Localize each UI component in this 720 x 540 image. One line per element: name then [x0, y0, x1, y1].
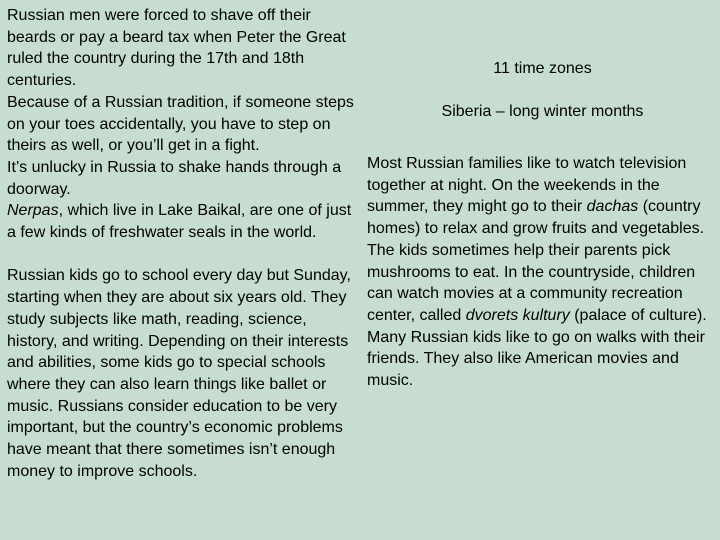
dachas-term: dachas — [586, 198, 639, 216]
paragraph-spacer — [7, 244, 359, 266]
left-text-column — [7, 5, 359, 482]
nerpas-term: Nerpas — [7, 202, 59, 220]
family-text-part-3: (palace of culture). Many Russian kids like to go on walks with their friends. They also like American movies and music. — [367, 306, 707, 390]
nerpas-description: , which live in Lake Baikal, are one of just a few kinds of freshwater seals in the world. — [7, 202, 352, 242]
doorway-handshake-fact: It’s unlucky in Russia to shake hands through a doorway. — [7, 158, 342, 198]
nerpas-fact — [7, 200, 359, 243]
dvorets-kultury-term: dvorets kultury — [465, 306, 570, 324]
time-zones-note: 11 time zones — [493, 60, 592, 77]
school-paragraph: Russian kids go to school every day but Sunday, starting when they are about six years old. They study subjects like math, reading, science, history, and writing. Depending on their interests and abilities, some kids go to special schools where they can also learn things like ballet or music. Russians consider education to be very important, but the country’s economic problems have meant that there sometimes isn’t enough money to improve schools. — [7, 267, 351, 480]
family-text-part-1: Most Russian families like to watch television together at night. On the weekends in the summer, they might go to their — [367, 155, 687, 216]
family-text-part-2: (country homes) to relax and grow fruits and vegetables. The kids sometimes help their parents pick mushrooms to eat. In the countryside, children can watch movies at a community recreation center, called — [367, 198, 705, 324]
toe-stepping-fact: Because of a Russian tradition, if someone steps on your toes accidentally, you have to step on theirs as well, or you’ll get in a fight. — [7, 93, 354, 155]
family-life-paragraph — [367, 153, 715, 392]
siberia-note: Siberia – long winter months — [441, 103, 644, 120]
peter-beard-tax-fact: Russian men were forced to shave off their beards or pay a beard tax when Peter the Great ruled the country during the 17th and 18th centuries. — [7, 7, 346, 90]
right-text-column — [367, 153, 715, 392]
